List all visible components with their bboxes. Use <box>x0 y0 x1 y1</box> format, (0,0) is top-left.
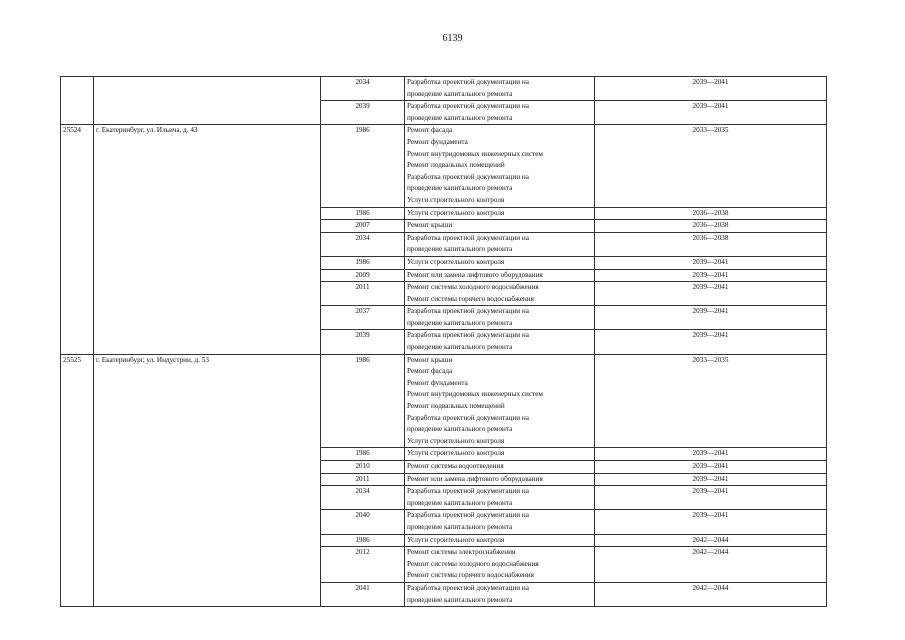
work-line: проведение капитального ремонта <box>407 245 513 254</box>
period-cell: 2042—2044 <box>595 534 827 547</box>
work-line: Ремонт внутридомовых инженерных систем <box>407 149 543 158</box>
period-cell: 2036—2038 <box>595 232 827 256</box>
work-line: Ремонт системы горячего водоснабжения <box>407 571 534 580</box>
work-line: Услуги строительного контроля <box>407 208 505 217</box>
work-line: Услуги строительного контроля <box>407 257 505 266</box>
year-cell: 2034 <box>321 486 405 510</box>
work-line: Ремонт системы холодного водоснабжения <box>407 283 539 292</box>
work-line: Ремонт внутридомовых инженерных систем <box>407 390 543 399</box>
work-line: проведение капитального ремонта <box>407 184 513 193</box>
work-line: проведение капитального ремонта <box>407 113 513 122</box>
work-type-cell <box>405 77 595 101</box>
house-id-cell: 25524 <box>61 125 94 354</box>
year-cell: 2009 <box>321 269 405 282</box>
work-line: Ремонт фасада <box>407 367 453 376</box>
year-cell: 1986 <box>321 125 405 207</box>
work-line: проведение капитального ремонта <box>407 425 513 434</box>
work-type-cell <box>405 354 595 448</box>
work-line: Ремонт подвальных помещений <box>407 402 505 411</box>
period-cell: 2039—2041 <box>595 269 827 282</box>
table-body <box>61 77 827 607</box>
address-cell: г. Екатеринбург, ул. Ильича, д. 43 <box>94 125 321 354</box>
period-cell: 2033—2035 <box>595 125 827 207</box>
work-line: Ремонт фундамента <box>407 137 468 146</box>
work-type-cell <box>405 547 595 583</box>
work-line: Разработка проектной документации на <box>407 307 529 316</box>
work-type-cell <box>405 510 595 534</box>
period-cell: 2039—2041 <box>595 510 827 534</box>
year-cell: 2010 <box>321 461 405 474</box>
address-cell: г. Екатеринбург, ул. Индустрии, д. 53 <box>94 354 321 606</box>
period-cell: 2033—2035 <box>595 354 827 448</box>
work-line: Разработка проектной документации на <box>407 413 529 422</box>
year-cell: 2040 <box>321 510 405 534</box>
work-line: Разработка проектной документации на <box>407 487 529 496</box>
work-type-cell <box>405 269 595 282</box>
work-line: Ремонт системы водоотведения <box>407 462 504 470</box>
work-line: Разработка проектной документации на <box>407 511 529 520</box>
year-cell: 1986 <box>321 207 405 220</box>
work-line: проведение капитального ремонта <box>407 522 513 531</box>
work-line: Ремонт фасада <box>407 126 453 135</box>
period-cell: 2039—2041 <box>595 101 827 125</box>
work-line: проведение капитального ремонта <box>407 595 513 604</box>
work-line: Ремонт системы холодного водоснабжения <box>407 559 539 568</box>
work-line: Разработка проектной документации на <box>407 583 529 592</box>
work-type-cell <box>405 534 595 547</box>
work-line: Услуги строительного контроля <box>407 195 505 204</box>
period-cell: 2036—2038 <box>595 220 827 233</box>
year-cell: 1986 <box>321 256 405 269</box>
work-type-cell <box>405 486 595 510</box>
work-line: Ремонт подвальных помещений <box>407 161 505 170</box>
work-line: Ремонт системы электроснабжения <box>407 548 516 557</box>
work-type-cell <box>405 232 595 256</box>
table-row <box>61 77 827 101</box>
period-cell: 2039—2041 <box>595 282 827 306</box>
page-number: 6139 <box>442 33 463 44</box>
work-type-cell <box>405 256 595 269</box>
work-line: Ремонт крыши <box>407 355 453 364</box>
period-cell: 2039—2041 <box>595 461 827 474</box>
year-cell: 2039 <box>321 101 405 125</box>
period-cell: 2042—2044 <box>595 547 827 583</box>
year-cell: 2012 <box>321 547 405 583</box>
work-line: Ремонт фундамента <box>407 378 468 387</box>
year-cell: 2011 <box>321 473 405 486</box>
work-line: Услуги строительного контроля <box>407 449 505 458</box>
work-line: проведение капитального ремонта <box>407 343 513 352</box>
work-line: Разработка проектной документации на <box>407 172 529 181</box>
work-type-cell <box>405 282 595 306</box>
work-type-cell <box>405 207 595 220</box>
work-line: Разработка проектной документации на <box>407 331 529 340</box>
house-id-cell: 25525 <box>61 354 94 606</box>
address-cell <box>94 77 321 125</box>
work-type-cell <box>405 473 595 486</box>
period-cell: 2039—2041 <box>595 306 827 330</box>
year-cell: 2011 <box>321 282 405 306</box>
work-line: Ремонт или замена лифтового оборудования <box>407 270 543 279</box>
work-line: Ремонт крыши <box>407 221 453 230</box>
work-line: Разработка проектной документации на <box>407 233 529 242</box>
year-cell: 2007 <box>321 220 405 233</box>
work-line: Разработка проектной документации на <box>407 78 529 86</box>
year-cell: 2039 <box>321 330 405 354</box>
work-type-cell <box>405 220 595 233</box>
work-line: Услуги строительного контроля <box>407 535 505 544</box>
repair-schedule-table <box>60 76 827 607</box>
table-row <box>61 125 827 207</box>
period-cell: 2039—2041 <box>595 486 827 510</box>
table-row <box>61 354 827 448</box>
period-cell: 2039—2041 <box>595 448 827 461</box>
year-cell: 2037 <box>321 306 405 330</box>
work-line: проведение капитального ремонта <box>407 318 513 327</box>
year-cell: 1986 <box>321 448 405 461</box>
year-cell: 1986 <box>321 354 405 448</box>
period-cell: 2042—2044 <box>595 582 827 606</box>
period-cell: 2039—2041 <box>595 77 827 101</box>
period-cell: 2039—2041 <box>595 473 827 486</box>
work-type-cell <box>405 330 595 354</box>
work-type-cell <box>405 582 595 606</box>
year-cell: 2034 <box>321 232 405 256</box>
year-cell: 2041 <box>321 582 405 606</box>
work-line: Услуги строительного контроля <box>407 436 505 445</box>
work-line: Разработка проектной документации на <box>407 102 529 111</box>
year-cell: 2034 <box>321 77 405 101</box>
year-cell: 1986 <box>321 534 405 547</box>
work-type-cell <box>405 125 595 207</box>
work-type-cell <box>405 101 595 125</box>
work-line: Ремонт системы горячего водоснабжения <box>407 294 534 303</box>
work-type-cell <box>405 306 595 330</box>
house-id-cell <box>61 77 94 125</box>
work-line: проведение капитального ремонта <box>407 498 513 507</box>
period-cell: 2039—2041 <box>595 256 827 269</box>
period-cell: 2039—2041 <box>595 330 827 354</box>
work-line: проведение капитального ремонта <box>407 89 513 98</box>
work-type-cell <box>405 448 595 461</box>
work-type-cell <box>405 461 595 474</box>
period-cell: 2036—2038 <box>595 207 827 220</box>
work-line: Ремонт или замена лифтового оборудования <box>407 474 543 483</box>
